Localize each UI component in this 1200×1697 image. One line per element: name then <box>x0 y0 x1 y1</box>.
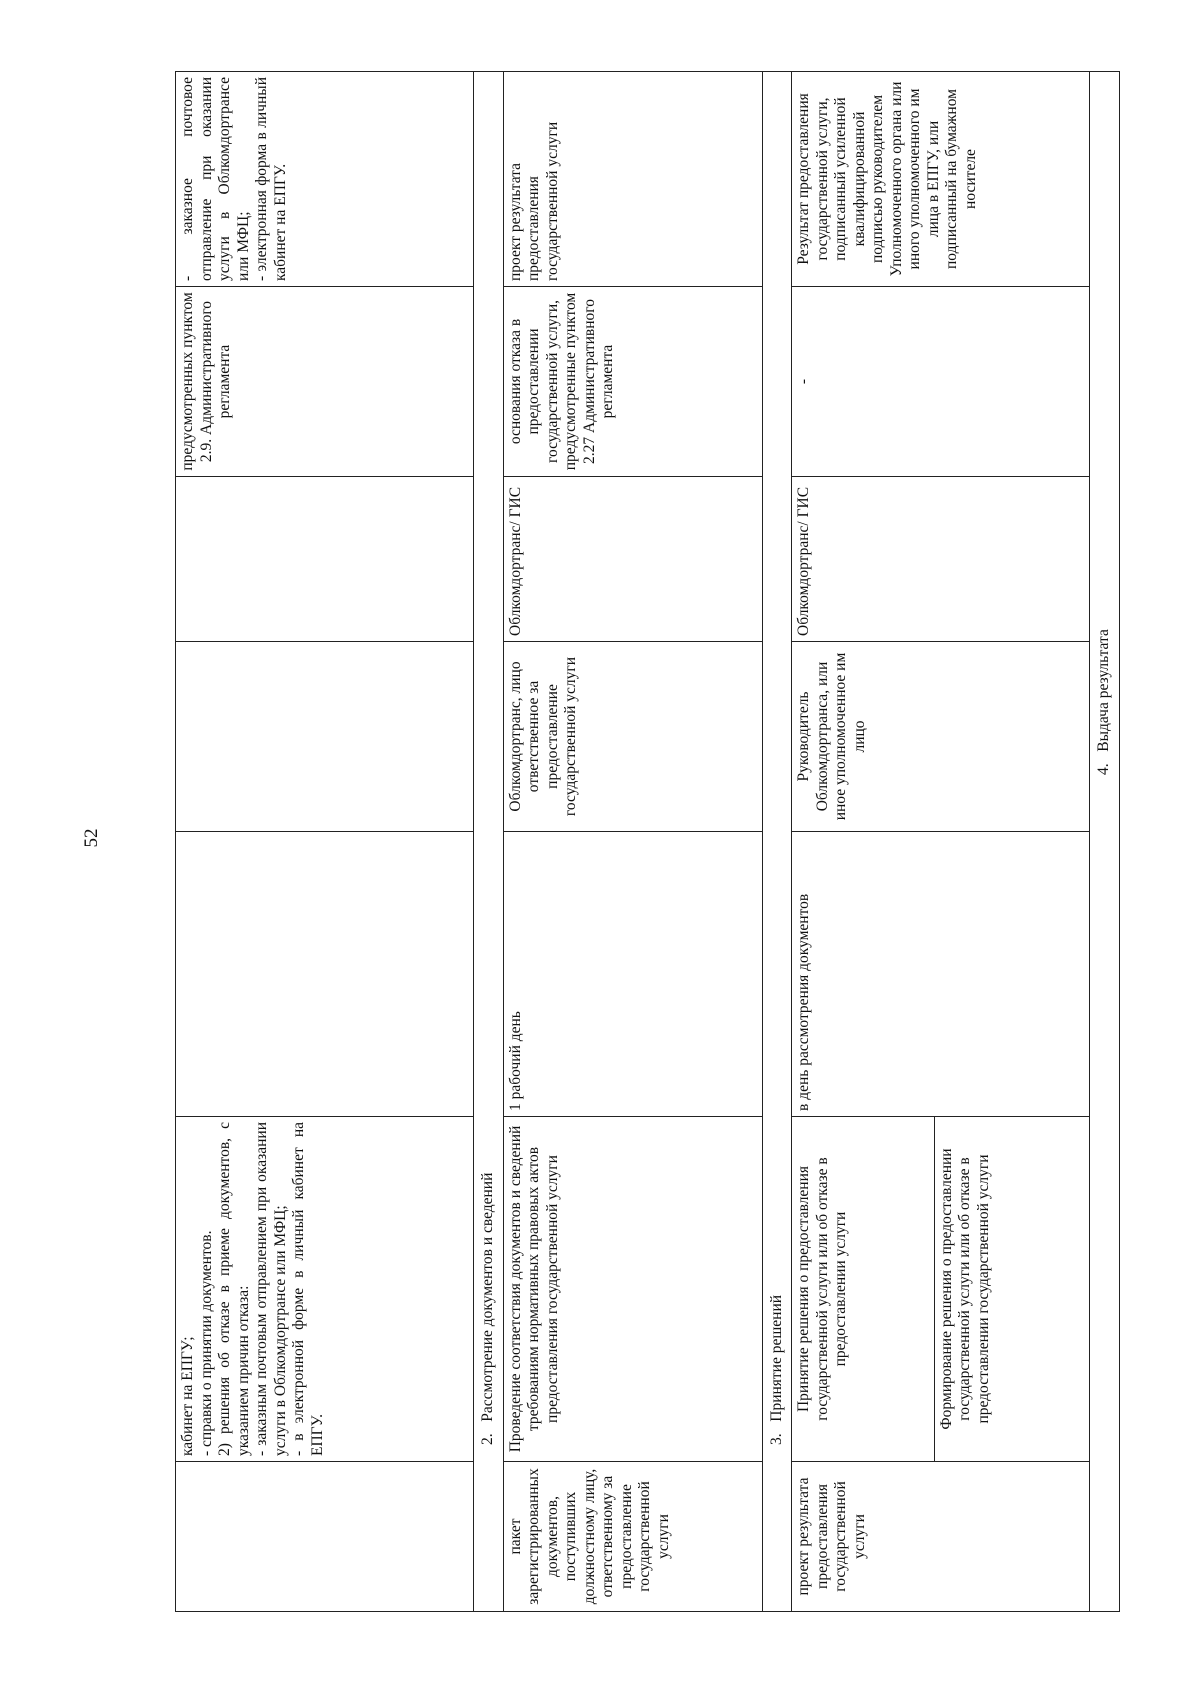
responsible-cell: Облкомдортранс, лицо ответственное за предоставление государственной услуги <box>503 642 762 832</box>
action-cell: Проведение соответствия документов и сведений требованиям нормативных правовых актов предоставления государственной услуги <box>503 1117 762 1462</box>
system-cell: Облкомдортранс/ ГИС <box>792 477 1090 642</box>
criteria-cell: основания отказа в предоставлении государственной услуги, предусмотренные пунктом 2.27 Административного регламента <box>503 287 762 477</box>
section-number-text: 3. <box>767 1433 785 1445</box>
result-cell: Результат предоставления государственной услуги, подписанный усиленной квалифицированной подписью руководителем Уполномоченного органа или иного уполномоченного им лица в ЕПГУ, или подписанный на бумажном носителе <box>792 72 1090 287</box>
term-cell: в день рассмотрения документов <box>792 832 1090 1117</box>
table-row <box>176 72 474 1612</box>
section-heading <box>1090 72 1120 1612</box>
continuation-responsible-cell <box>176 642 474 832</box>
continuation-input-cell <box>176 1462 474 1612</box>
section-heading-row <box>1090 72 1120 1612</box>
rotated-table-frame <box>175 72 1120 1612</box>
responsible-cell: Руководитель Облкомдортранса, или иное уполномоченное им лицо <box>792 642 1090 832</box>
section-title: Принятие решений <box>767 1294 785 1422</box>
section-title: Рассмотрение документов и сведений <box>478 1172 496 1422</box>
section-heading-row <box>473 72 503 1612</box>
section-title: Выдача результата <box>1095 629 1113 752</box>
continuation-action-cell: кабинет на ЕПГУ; - справки о принятии документов. 2) решения об отказе в приеме документов, с указанием причин отказа: - заказным почтовым отправлением при оказании услуги в Облкомдортрансе или МФЦ; - в электронной форме в личный кабинет на ЕПГУ. <box>176 1117 474 1462</box>
continuation-result-cell: - заказное почтовое отправление при оказании услуги в Облкомдортрансе или МФЦ; - электронная форма в личный кабинет на ЕПГУ. <box>176 72 474 287</box>
page-number: 52 <box>81 828 102 848</box>
criteria-cell: - <box>792 287 1090 477</box>
table-row <box>503 72 762 1612</box>
continuation-criteria-cell: предусмотренных пунктом 2.9. Административного регламента <box>176 287 474 477</box>
section-heading <box>473 72 503 1612</box>
section-number-text: 4. <box>1095 763 1113 775</box>
input-cell: пакет зарегистрированных документов, поступивших должностному лицу, ответственному за предоставление государственной услуги <box>503 1462 762 1612</box>
section-number-text: 2. <box>478 1433 496 1445</box>
procedure-table <box>175 71 1120 1612</box>
input-cell: проект результата предоставления государственной услуги <box>792 1462 1090 1612</box>
continuation-term-cell <box>176 832 474 1117</box>
system-cell: Облкомдортранс/ ГИС <box>503 477 762 642</box>
table-row <box>792 72 934 1612</box>
continuation-system-cell <box>176 477 474 642</box>
section-heading-row <box>762 72 792 1612</box>
term-cell: 1 рабочий день <box>503 832 762 1117</box>
action-cell: Принятие решения о предоставления государственной услуги или об отказе в предоставлении услуги <box>792 1117 934 1462</box>
result-cell: проект результата предоставления государственной услуги <box>503 72 762 287</box>
section-heading <box>762 72 792 1612</box>
action-cell-formation: Формирование решения о предоставлении государственной услуги или об отказе в предоставлении государственной услуги <box>934 1117 1089 1462</box>
